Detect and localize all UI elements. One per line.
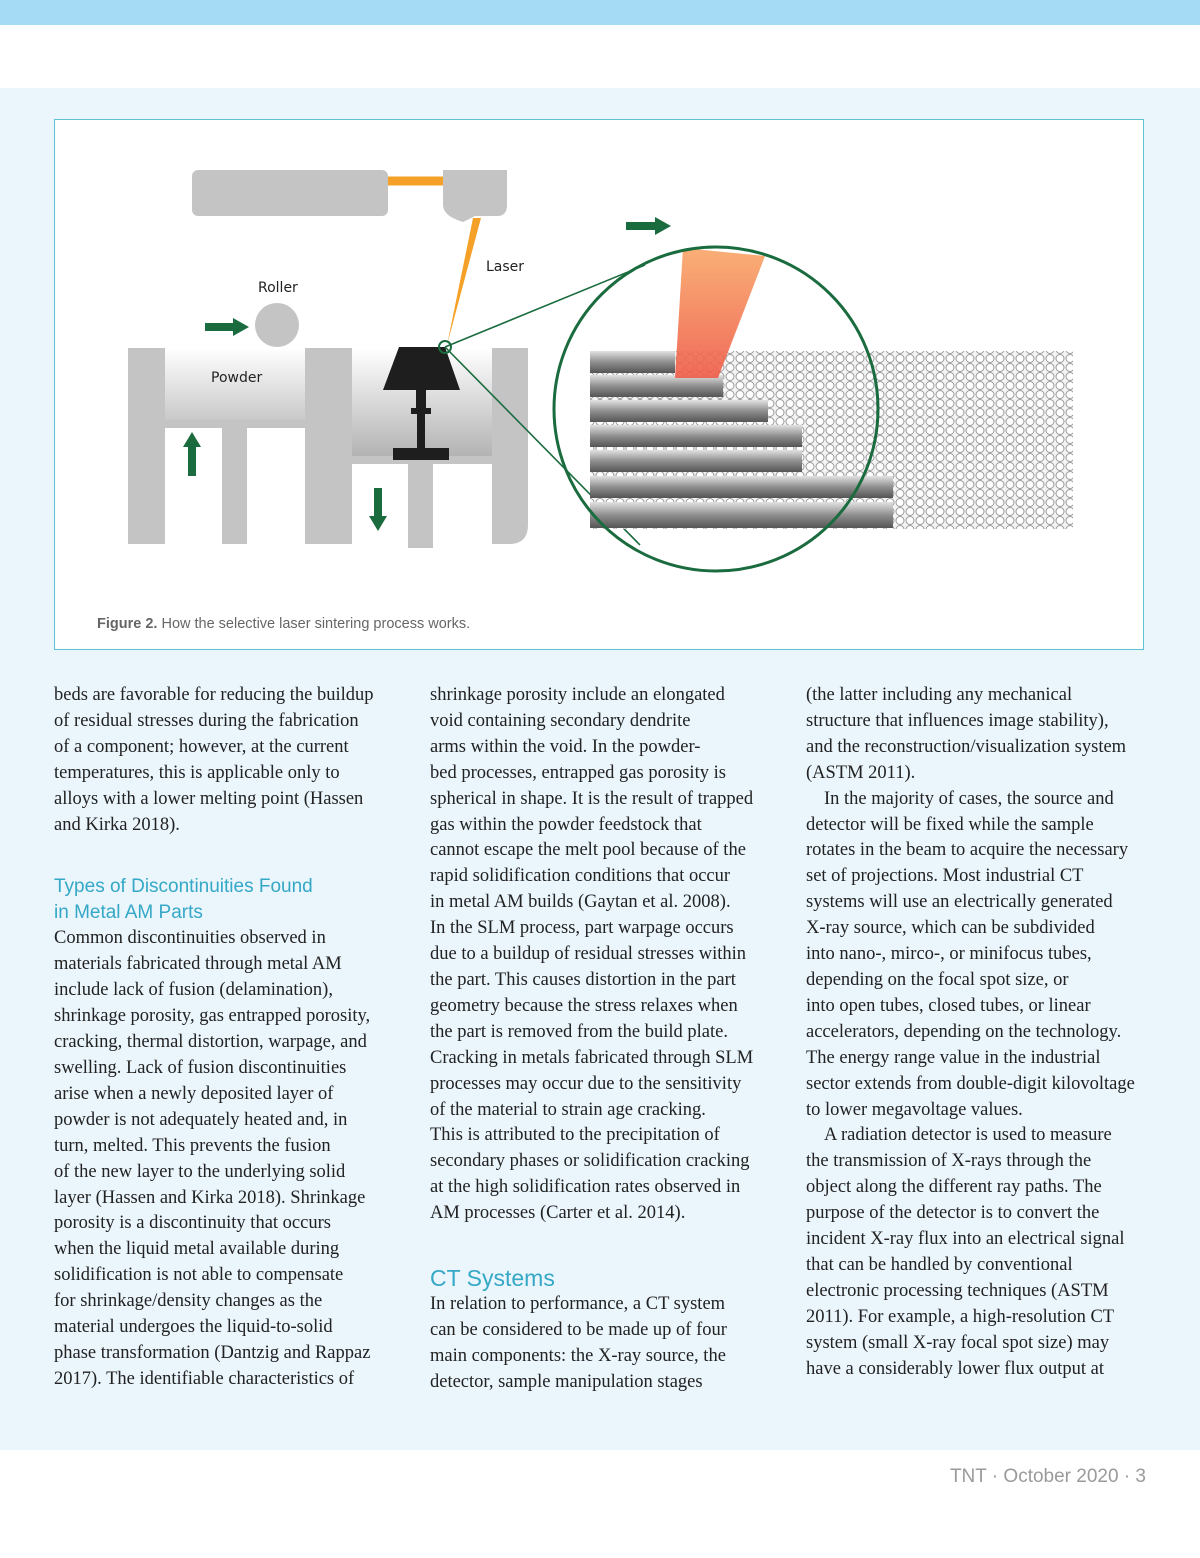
text-line: processes may occur due to the sensitivity <box>430 1073 742 1094</box>
paragraph <box>806 787 1151 1124</box>
text-line: This is attributed to the precipitation of <box>430 1125 720 1146</box>
top-color-bar <box>0 0 1200 25</box>
text-line: layer (Hassen and Kirka 2018). Shrinkage <box>54 1187 366 1208</box>
text-line: rotates in the beam to acquire the necessary <box>806 840 1129 861</box>
text-line: Cracking in metals fabricated through SLM <box>430 1047 754 1068</box>
text-line: turn, melted. This prevents the fusion <box>54 1135 331 1156</box>
text-line: to lower megavoltage values. <box>806 1099 1023 1120</box>
text-line: for shrinkage/density changes as the <box>54 1291 323 1312</box>
laser-label: Laser <box>486 259 525 275</box>
text-line: cracking, thermal distortion, warpage, and <box>54 1032 367 1053</box>
text-line: of the new layer to the underlying solid <box>54 1161 346 1182</box>
powder-label: Powder <box>211 370 263 386</box>
text-line: spherical in shape. It is the result of trapped <box>430 788 754 809</box>
text-line: in metal AM builds (Gaytan et al. 2008). <box>430 892 731 913</box>
text-line: have a considerably lower flux output at <box>806 1358 1104 1379</box>
text-column-3 <box>806 683 1151 1382</box>
text-line: accelerators, depending on the technology. <box>806 1021 1122 1042</box>
text-line: electronic processing techniques (ASTM <box>806 1280 1109 1301</box>
text-line: In the majority of cases, the source and <box>824 788 1114 809</box>
text-line: 2017). The identifiable characteristics of <box>54 1368 355 1389</box>
text-line: Common discontinuities observed in <box>54 928 326 949</box>
text-line: object along the different ray paths. The <box>806 1177 1102 1198</box>
text-line: arise when a newly deposited layer of <box>54 1083 334 1104</box>
paragraph <box>806 683 1151 787</box>
text-line: secondary phases or solidification cracking <box>430 1151 750 1172</box>
text-line: material undergoes the liquid-to-solid <box>54 1317 333 1338</box>
text-line: the part is removed from the build plate. <box>430 1021 728 1042</box>
text-line: The energy range value in the industrial <box>806 1047 1101 1068</box>
text-line: and the reconstruction/visualization system <box>806 736 1127 757</box>
paragraph <box>430 1292 775 1396</box>
text-line: A radiation detector is used to measure <box>824 1125 1112 1146</box>
section-heading <box>54 874 399 926</box>
text-line: include lack of fusion (delamination), <box>54 980 333 1001</box>
text-line: depending on the focal spot size, or <box>806 969 1069 990</box>
roller-label: Roller <box>258 280 298 296</box>
figure-caption-label: Figure 2. <box>97 616 158 632</box>
text-line: the transmission of X-rays through the <box>806 1151 1092 1172</box>
powder-up-arrow-icon <box>183 432 201 476</box>
text-line: structure that influences image stability), <box>806 710 1109 731</box>
text-line: materials fabricated through metal AM <box>54 954 342 975</box>
paragraph <box>54 926 399 1392</box>
text-line: when the liquid metal available during <box>54 1239 340 1260</box>
text-column-2 <box>430 683 775 1396</box>
text-line: solidification is not able to compensate <box>54 1265 344 1286</box>
text-line: arms within the void. In the powder- <box>430 736 701 757</box>
text-line: of residual stresses during the fabrication <box>54 710 359 731</box>
roller-arrow-icon <box>205 318 249 336</box>
text-line: the part. This causes distortion in the part <box>430 969 736 990</box>
figure-caption-text: How the selective laser sintering process works. <box>157 616 471 632</box>
text-line: shrinkage porosity include an elongated <box>430 685 725 705</box>
build-down-arrow-icon <box>369 488 387 531</box>
text-line: (the latter including any mechanical <box>806 685 1073 705</box>
section-gap <box>54 838 399 874</box>
scan-direction-arrow-icon <box>626 217 671 235</box>
text-line: porosity is a discontinuity that occurs <box>54 1213 331 1234</box>
text-line: and Kirka 2018). <box>54 814 180 835</box>
text-line: into nano-, mirco-, or minifocus tubes, <box>806 944 1092 965</box>
text-line: shrinkage porosity, gas entrapped porosity, <box>54 1006 371 1027</box>
text-line: due to a buildup of residual stresses within <box>430 944 746 965</box>
text-line: In the SLM process, part warpage occurs <box>430 918 734 939</box>
text-line: set of projections. Most industrial CT <box>806 866 1084 887</box>
text-line: main components: the X-ray source, the <box>430 1345 726 1366</box>
text-line: sector extends from double-digit kilovoltage <box>806 1073 1135 1094</box>
text-line: bed processes, entrapped gas porosity is <box>430 762 726 783</box>
text-line: purpose of the detector is to convert the <box>806 1203 1100 1224</box>
paragraph <box>430 683 775 1227</box>
section-gap <box>430 1227 775 1265</box>
laser-housing <box>192 170 507 345</box>
text-line: can be considered to be made up of four <box>430 1319 727 1340</box>
text-column-1 <box>54 683 399 1393</box>
text-line: of a component; however, at the current <box>54 736 349 757</box>
text-line: detector will be fixed while the sample <box>806 814 1094 835</box>
text-line: X-ray source, which can be subdivided <box>806 918 1095 939</box>
text-line: into open tubes, closed tubes, or linear <box>806 995 1091 1016</box>
figure-caption <box>97 616 470 632</box>
text-line: 2011). For example, a high-resolution CT <box>806 1306 1115 1327</box>
magnified-layers <box>590 248 1073 529</box>
text-line: system (small X-ray focal spot size) may <box>806 1332 1110 1353</box>
text-line: temperatures, this is applicable only to <box>54 762 340 783</box>
heading-line: in Metal AM Parts <box>54 902 203 924</box>
section-heading <box>430 1265 775 1292</box>
heading-line: Types of Discontinuities Found <box>54 876 313 898</box>
text-line: void containing secondary dendrite <box>430 710 691 731</box>
figure-2 <box>54 119 1144 650</box>
roller <box>255 303 299 347</box>
text-line: geometry because the stress relaxes when <box>430 995 738 1016</box>
text-line: that can be handled by conventional <box>806 1254 1073 1275</box>
text-line: powder is not adequately heated and, in <box>54 1109 348 1130</box>
heading-line: CT Systems <box>430 1265 555 1292</box>
text-line: (ASTM 2011). <box>806 762 916 783</box>
text-line: of the material to strain age cracking. <box>430 1099 706 1120</box>
text-line: incident X-ray flux into an electrical signal <box>806 1229 1125 1250</box>
paragraph <box>54 683 399 838</box>
sls-diagram <box>55 120 1145 651</box>
page-footer: TNT · October 2020 · 3 <box>949 1466 1146 1487</box>
text-line: beds are favorable for reducing the buildup <box>54 685 374 705</box>
text-line: phase transformation (Dantzig and Rappaz <box>54 1342 371 1363</box>
text-line: systems will use an electrically generated <box>806 892 1113 913</box>
text-line: AM processes (Carter et al. 2014). <box>430 1203 686 1224</box>
text-line: gas within the powder feedstock that <box>430 814 702 835</box>
text-line: swelling. Lack of fusion discontinuities <box>54 1057 347 1078</box>
text-line: cannot escape the melt pool because of the <box>430 840 746 861</box>
text-line: detector, sample manipulation stages <box>430 1371 703 1392</box>
paragraph <box>806 1123 1151 1382</box>
text-line: In relation to performance, a CT system <box>430 1294 726 1315</box>
text-line: alloys with a lower melting point (Hassen <box>54 788 364 809</box>
text-line: rapid solidification conditions that occur <box>430 866 731 887</box>
text-line: at the high solidification rates observed in <box>430 1177 741 1198</box>
